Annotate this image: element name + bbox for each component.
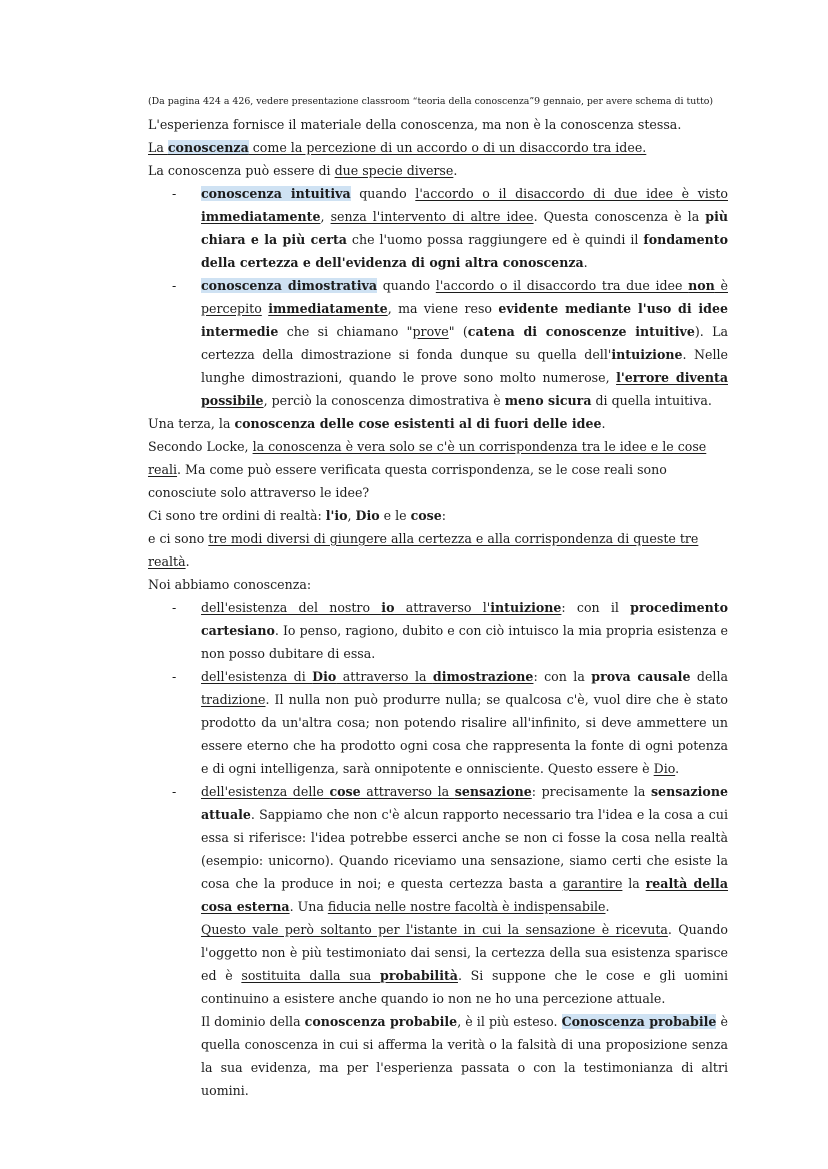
document-page [148,96,728,1102]
list-dash: - [172,278,177,293]
reality-orders-paragraph: Ci sono tre ordini di realtà: l'io, Dio e le cose: [148,508,447,523]
list-item-cose: - dell'esistenza delle cose attraverso la sensazione: precisamente la sensazione attuale. Sappiamo che non c'è alcun rapporto necessario tra l'idea e la cosa a cui essa si riferisce: l'idea potrebbe esserci anche se non ci fosse la cosa nella realtà (esempio: unicorno). Quando riceviamo una sensazione, siamo certi che esiste la cosa che la produce in noi; e questa certezza basta a garantire la realtà della cosa esterna. Una fiducia nelle nostre facoltà è indispensabile. [148,780,728,918]
knowledge-kinds-list [148,182,728,412]
probable-knowledge-paragraph: Il dominio della conoscenza probabile, è il più esteso. Conoscenza probabile è quella conoscenza in cui si afferma la verità o la falsità di una proposizione senza la sua evidenza, ma per l'esperienza passata o con la testimonianza di altri uomini. [201,1014,728,1098]
list-item-demonstrative: - conoscenza dimostrativa quando l'accordo o il disaccordo tra due idee non è percepito immediatamente, ma viene reso evidente mediante l'uso di idee intermedie che si chiamano "prove" (catena di conoscenze intuitive). La certezza della dimostrazione si fonda dunque su quella dell'intuizione. Nelle lunghe dimostrazioni, quando le prove sono molto numerose, l'errore diventa possibile, perciò la conoscenza dimostrativa è meno sicura di quella intuitiva. [148,274,728,412]
list-dash: - [172,784,177,799]
list-dash: - [172,669,177,684]
highlight-probable: Conoscenza probabile [561,1014,717,1029]
highlight-conoscenza: conoscenza [167,140,249,155]
we-have-knowledge-paragraph: Noi abbiamo conoscenza: [148,577,312,592]
list-item-intuitive: - conoscenza intuitiva quando l'accordo o il disaccordo di due idee è visto immediatamente, senza l'intervento di altre idee. Questa conoscenza è la più chiara e la più certa che l'uomo possa raggiungere ed è quindi il fondamento della certezza e dell'evidenza di ogni altra conoscenza. [148,182,728,274]
list-item-io: - dell'esistenza del nostro io attraverso l'intuizione: con il procedimento cartesiano. Io penso, ragiono, dubito e con ciò intuisco la mia propria esistenza e non posso dubitare di essa. [148,596,728,665]
intro-paragraph-3: La conoscenza può essere di due specie diverse. [148,163,458,178]
three-modes-paragraph: e ci sono tre modi diversi di giungere alla certezza e alla corrispondenza di queste tre realtà. [148,531,699,569]
intro-paragraph-2: La conoscenza come la percezione di un accordo o di un disaccordo tra idee. [148,140,647,155]
sensation-instant-paragraph: Questo vale però soltanto per l'istante in cui la sensazione è ricevuta. Quando l'oggetto non è più testimoniato dai sensi, la certezza della sua esistenza sparisce ed è sostituita dalla sua probabilità. Si suppone che le cose e gli uomini continuino a esistere anche quando io non ne ho una percezione attuale. [201,922,728,1006]
locke-paragraph: Secondo Locke, la conoscenza è vera solo se c'è un corrispondenza tra le idee e le cose reali. Ma come può essere verificata questa corrispondenza, se le cose reali sono conosciute solo attraverso le idee? [148,439,707,500]
list-dash: - [172,600,177,615]
list-item-dio: - dell'esistenza di Dio attraverso la dimostrazione: con la prova causale della tradizione. Il nulla non può produrre nulla; se qualcosa c'è, vuol dire che è stato prodotto da un'altra cosa; non potendo risalire all'infinito, si deve ammettere un essere eterno che ha prodotto ogni cosa che rappresenta la fonte di ogni potenza e di ogni intelligenza, sarà onnipotente e onnisciente. Questo essere è Dio. [148,665,728,780]
list-dash: - [172,186,177,201]
knowledge-modes-list [148,596,728,918]
highlight-intuitive: conoscenza intuitiva [201,186,351,201]
third-kind-paragraph: Una terza, la conoscenza delle cose esistenti al di fuori delle idee. [148,416,606,431]
reference-note: (Da pagina 424 a 426, vedere presentazione classroom “teoria della conoscenza”9 gennaio, per avere schema di tutto) [148,96,714,107]
highlight-demonstrative: conoscenza dimostrativa [201,278,378,293]
intro-paragraph-1: L'esperienza fornisce il materiale della conoscenza, ma non è la conoscenza stessa. [148,117,682,132]
